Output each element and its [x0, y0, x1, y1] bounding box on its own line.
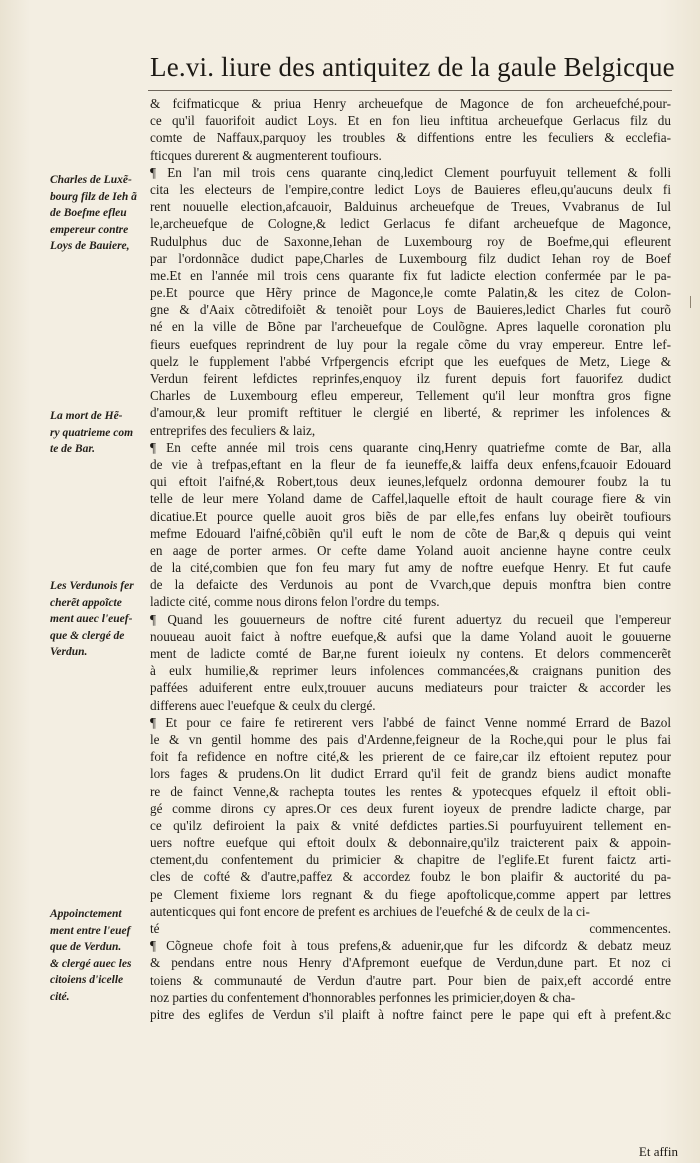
body-line: ctement,du confentement du primicier & chapitre de l'eglife.Et furent faictz arti- — [150, 852, 671, 868]
body-line: Charles de Luxembourg efleu empereur, Tellement qu'il leur monftra gros figne — [150, 388, 671, 404]
body-line: ¶ Et pour ce faire fe retirerent vers l'abbé de fainct Venne nommé Errard de Bazol — [150, 714, 671, 730]
body-line: pe Clement fixieme lors regnant & du fiege apoftolicque,comme appert par lettres — [150, 886, 671, 902]
body-line: comte de Naffaux,parquoy les troubles & diffentions entre les feculiers & ecclefia- — [150, 130, 671, 146]
body-line: ¶ Quand les gouuerneurs de noftre cité furent aduertyz du recueil que l'empereur — [150, 611, 671, 627]
body-line: ¶ Cõgneue chofe foit à tous prefens,& aduenir,que fur les difcordz & debatz meuz — [150, 938, 671, 954]
margin-note-line: de Boefme efleu — [50, 207, 127, 219]
body-line: lors fages & prudens.On lit dudict Errard qu'il feit de grandz biens audict monafte — [150, 766, 671, 782]
margin-note-line: que de Verdun. — [50, 941, 122, 953]
margin-note-line: Appoinctement — [50, 908, 122, 920]
body-line: pe.Et pource que Hẽry prince de Magonce,le comte Palatin,& les citez de Colon- — [150, 285, 671, 301]
body-line: d'amour,& leur promift reftituer le clergié en liberté, & reprimer les infolences & — [150, 405, 671, 421]
body-line: nouueau auoit faict à noftre euefque,& aufsi que la dame Yoland auoit le gouuerne — [150, 628, 671, 644]
body-line: ment de ladicte comté de Bar,ne furent ioieulx ny contens. Et delors commencerẽt — [150, 646, 671, 661]
body-line: entreprifes des feculiers & laiz, — [150, 422, 316, 438]
body-line: gé comme dirons cy apres.Or ces deux furent ioyeux de prendre ladicte charge, par — [150, 800, 671, 816]
body-text — [150, 95, 671, 1023]
catchword: Et affin — [638, 1144, 678, 1159]
body-line: de la defaicte des Verdunois au pont de Vvarch,que depuis monftra bien contre — [150, 577, 671, 593]
body-line: & pendans entre nous Henry d'Afpremont euefque de Verdun,dune part. Et noz ci — [150, 955, 671, 971]
page-edge-mark — [690, 296, 691, 308]
margin-note-line: Verdun. — [50, 646, 88, 658]
body-line: cita les electeurs de l'empire,contre ledict Loys de Bauieres efleu,qu'aucuns deulx fi — [150, 181, 671, 197]
body-line: cles de cofté & d'autre,paffez & accordez foubz le bon plaifir & auctorité du pa- — [150, 869, 671, 885]
body-line: me.Et en l'année mil trois cens quarante fix fut ladicte election confermée par le pa- — [150, 267, 671, 283]
margin-note-line: Les Verdunois fer — [50, 580, 134, 592]
body-line: Rudulphus duc de Saxonne,Iehan de Luxembourg roy de Boefme,qui efleurent — [150, 233, 671, 249]
body-line: & fcifmaticque & priua Henry archeuefque de Magonce de fon archeuefché,pour- — [150, 96, 671, 111]
body-line: quelz le fupplement l'abbé Vrfpergencis efcript que les euefques de Metz, Liege & — [150, 353, 671, 369]
margin-note-verdunois — [50, 578, 150, 661]
body-line: de la cité,combien que fon feu mary fut amy de noftre euefque Henry. Et fut caufe — [150, 560, 671, 576]
margin-note-line: citoiens d'icelle — [50, 974, 124, 986]
body-line: ce qu'ilz defiroient la paix & vnité defdictes parties.Si pourfuyuirent tellement en- — [150, 817, 671, 833]
body-line: fticques durerent & augmenterent toufiours. — [150, 147, 382, 163]
margin-note-line: bourg filz de Ieh ã — [50, 190, 137, 203]
body-line: re de fainct Venne,& rachepta toutes les rentes & ypotecques efquelz il eftoit obli- — [150, 783, 671, 799]
margin-note-line: La mort de Hẽ- — [50, 410, 123, 422]
body-line: à eulx humilie,& reprimer leurs infolences commancées,& craignans punition des — [150, 663, 671, 679]
body-line: telle de leur mere Yoland dame de Caffel,laquelle eftoit de hault courage fiere & vin — [150, 491, 671, 507]
margin-note-henry-death — [50, 408, 150, 458]
body-line: autenticques qui font encore de prefent es archiues de l'euefché & de ceulx de la ci- — [150, 903, 590, 919]
body-line: par l'ordonnãce dudict pape,Charles de Luxembourg filz dudict Iehan roy de Boef — [150, 250, 671, 266]
margin-note-appointment — [50, 906, 150, 1005]
margin-note-line: cité. — [50, 990, 70, 1003]
margin-note-line: cherẽt appoĩcte — [50, 596, 122, 609]
body-line: né en la ville de Bõne par l'archeuefque de Coulõgne. Apres laquelle coronation plu — [150, 319, 671, 335]
margin-note-line: que & clergé de — [50, 629, 125, 642]
margin-note-line: empereur contre — [50, 223, 129, 236]
body-line: foit fa refidence en noftre cité,& les prierent de ce faire,car ilz eftoient reputez pour — [150, 749, 671, 765]
running-header: Le.vi. liure des antiquitez de la gaule Belgicque — [150, 52, 675, 82]
margin-note-line: te de Bar. — [50, 443, 96, 455]
body-line: té commencentes. — [150, 921, 671, 936]
body-line: Verdun feirent lefdictes reprinfes,enquoy ilz furent depuis fort fauorifez dudict — [150, 371, 671, 386]
margin-note-line: ry quatrieme com — [50, 426, 134, 439]
body-line: le,archeuefque de Cologne,& ledict Gerlacus fe difant archeuefque de Magonce, — [150, 216, 671, 232]
body-line: pitre des eglifes de Verdun s'il plaift à noftre fainct pere le pape qui eft à prefent.&c — [150, 1006, 671, 1022]
body-line: le & vn gentil homme des pais d'Ardenne,feigneur de la Roche,qui pour le plus fai — [150, 731, 671, 747]
margin-note-line: ment entre l'euef — [50, 924, 131, 937]
margin-note-charles — [50, 172, 150, 255]
body-line: toiens & communauté de Verdun d'autre part. Pour bien de paix,eft accordé entre — [150, 972, 671, 988]
body-line: ¶ En cefte année mil trois cens quarante cinq,Henry quatriefme comte de Bar, alla — [150, 439, 671, 455]
body-line: uers noftre euefque qui eftoit doulx & debonnaire,qu'ilz traicterent paix & appoin- — [150, 835, 671, 851]
body-line: mefme Edouard l'aifné,cõbiẽn qu'il euft le nom de cõte de Bar,& q depuis qui veint — [150, 525, 671, 541]
margin-note-line: Loys de Bauiere, — [50, 240, 130, 252]
body-line: paffées aduiferent entre eulx,trouuer aucuns mediateurs pour traicter & accorder les — [150, 680, 671, 696]
body-line: de vie à trefpas,eftant en la fleur de fa ieuneffe,& laiffa deux enfens,fcauoir Edouard — [150, 456, 671, 472]
body-line: qui eftoit l'aifné,& Robert,tous deux ieunes,lefquelz ordonna demourer foubz la tu — [150, 474, 671, 490]
body-line: en aage de porter armes. Or cefte dame Yoland auoit ancienne hayne contre ceulx — [150, 542, 671, 558]
header-rule — [148, 90, 672, 91]
body-line: differens auec l'euefque & ceulx du clergé. — [150, 697, 376, 713]
body-line: ladicte cité, comme nous dirons felon l'ordre du temps. — [150, 594, 440, 610]
body-line: fieurs euefques reprindrent de luy pour la regale cõme du vray empereur. Entre lef- — [150, 336, 671, 352]
margin-note-line: & clergé auec les — [50, 957, 132, 970]
body-line: ¶ En l'an mil trois cens quarante cinq,ledict Clement pourfuyuit tellement & folli — [150, 164, 671, 180]
body-line: dicatiue.Et pource quelle auoit gros biẽs de par elle,fes enfans luy obeirẽt toufiours — [150, 508, 671, 524]
margin-note-line: Charles de Luxẽ- — [50, 174, 132, 186]
margin-note-line: ment auec l'euef- — [50, 613, 133, 625]
body-line: ce qu'il fauorifoit audict Loys. Et en fon lieu inftitua archeuefque Gerlacus filz du — [150, 113, 671, 129]
body-line: gne & d'Aaix cõtredifoiẽt & tenoiẽt pour Loys de Bauieres,ledict Charles fut courõ — [150, 302, 671, 318]
body-line: rent nouuelle election,afcauoir, Balduinus archeuefque de Treues, Vvabranus de Iul — [150, 199, 671, 215]
body-line: noz parties du confentement d'honnorables perfonnes les primicier,doyen & cha- — [150, 989, 576, 1005]
